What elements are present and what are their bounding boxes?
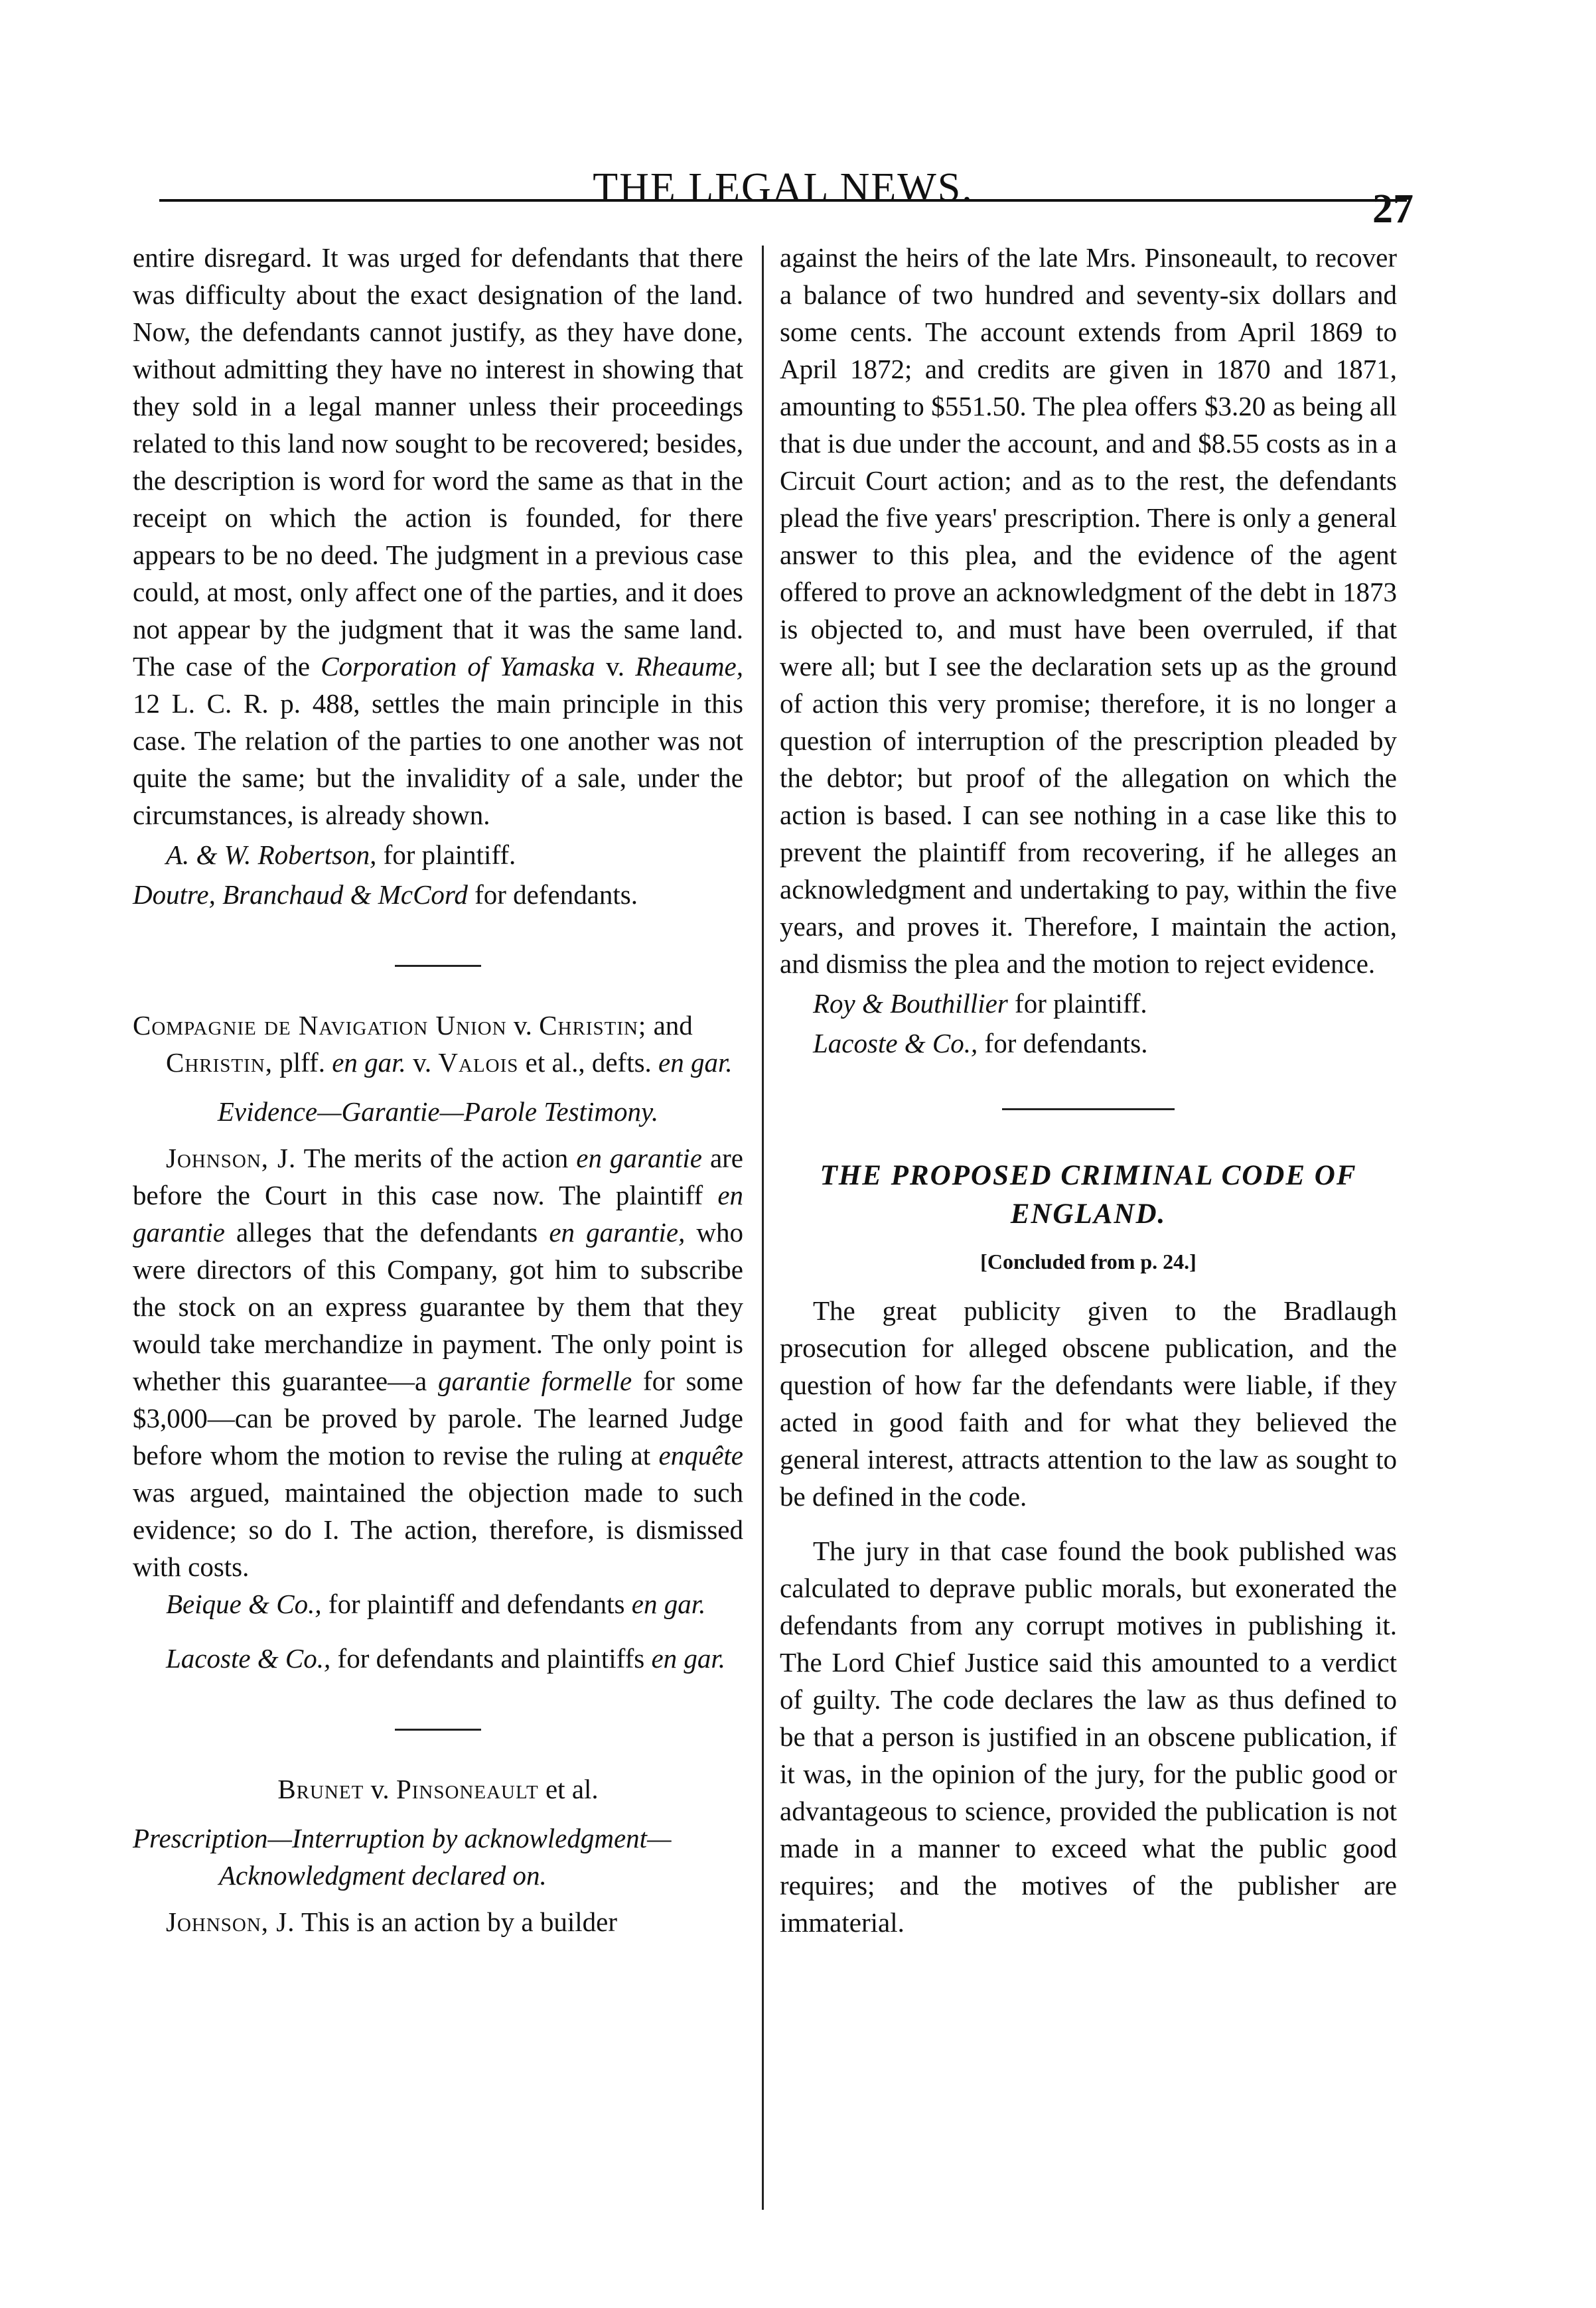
versus: v. — [605, 651, 625, 682]
case-name-2: Rheaume, — [635, 651, 744, 682]
counsel-role: for defendants. — [474, 879, 638, 910]
opinion-paragraph: Johnson, J. This is an action by a builder — [166, 1907, 617, 1937]
counsel-name: Lacoste & Co., — [813, 1028, 978, 1058]
header-rule — [159, 199, 1407, 202]
counsel-line: Beique & Co., for plaintiff and defendants en gar. — [166, 1589, 706, 1619]
case-title: Brunet v. Pinsoneault et al. — [277, 1774, 599, 1804]
left-column — [133, 239, 743, 1940]
section-rule — [395, 1729, 481, 1731]
judge-name: Johnson, J. — [166, 1907, 295, 1937]
counsel-line — [133, 836, 743, 873]
page-number: 27 — [1372, 186, 1414, 232]
article-note: [Concluded from p. 24.] — [980, 1250, 1197, 1273]
counsel-line — [133, 876, 743, 913]
article-paragraph: The jury in that case found the book published was calculated to deprave public morals, but exonerated the defendants from any corrupt motives in publishing it. The Lord Chief Justice said this amounted to a verdict of guilty. The code declares the law as thus defined to be that a person is justified in an obscene publication, if it was, in the opinion of the jury, for the public good or advantageous to science, provided the publication is not made in a manner to exceed what the public good requires; and the motives of the publisher are immaterial. — [780, 1536, 1397, 1938]
section-rule — [395, 965, 481, 967]
opinion-paragraph: Johnson, J. The merits of the action en garantie are before the Court in this case now. The plaintiff en garantie alleges that the defendants en garantie, who were directors of this Company, got him to subscribe the stock on an express guarantee by them that they would take merchandize in payment. The only point is whether this guarantee—a garantie formelle for some $3,000—can be proved by parole. The learned Judge before whom the motion to revise the ruling at enquête was argued, maintained the objection made to such evidence; so do I. The action, therefore, is dismissed with costs. — [133, 1143, 744, 1582]
counsel-name: Roy & Bouthillier — [813, 988, 1008, 1019]
continuation-text: entire disregard. It was urged for defendants that there was difficulty about the exact designation of the land. Now, the defendants cannot justify, as they have done, without admitting they have no interest in showing that they sold in a legal manner unless their proceedings related to this land now sought to be recovered; besides, the description is word for word the same as that in the receipt on which the action is founded, for there appears to be no deed. The judgment in a previous case could, at most, only affect one of the parties, and it does not appear by the judgment that it was the same land. The case of the — [133, 242, 743, 682]
counsel-name: A. & W. Robertson, — [166, 839, 377, 870]
counsel-role: for plaintiff. — [1015, 988, 1147, 1019]
continuation-paragraph — [133, 239, 743, 833]
case-subtitle: Evidence—Garantie—Parole Testimony. — [217, 1096, 659, 1127]
article-paragraph: The great publicity given to the Bradlaugh prosecution for alleged obscene publication, and the question of how far the defendants were liable, if they acted in good faith and for what they believed the general interest, attracts attention to the law as sought to be defined in the code. — [780, 1295, 1397, 1512]
case-title: Compagnie de Navigation Union v. Christin; and Christin, plff. en gar. v. Valois et al., defts. en gar. — [133, 1010, 733, 1078]
section-rule — [1002, 1108, 1175, 1110]
column-divider — [762, 246, 764, 2210]
counsel-line — [780, 985, 1397, 1022]
case-subtitle: Prescription—Interruption by acknowledgment—Acknowledgment declared on. — [133, 1823, 672, 1891]
continuation-paragraph: against the heirs of the late Mrs. Pinsoneault, to recover a balance of two hundred and seventy-six dollars and some cents. The account extends from April 1869 to April 1872; and credits are given in 1870 and 1871, amounting to $551.50. The plea offers $3.20 as being all that is due under the account, and and $8.55 costs as in a Circuit Court action; and as to the rest, the defendants plead the five years' prescription. There is only a general answer to this plea, and the evidence of the agent offered to prove an acknowledgment of the debt in 1873 is objected to, and must have been overruled, if that were all; but I see the declaration sets up as the ground of action this very promise; therefore, it is no longer a question of interruption of the prescription pleaded by the debtor; but proof of the allegation on which the action is based. I can see nothing in a case like this to prevent the plaintiff from recovering, if he alleges an acknowledgment and undertaking to pay, within the five years, and proves it. Therefore, I maintain the action, and dismiss the plea and the motion to reject evidence. — [780, 242, 1397, 979]
running-head: THE LEGAL NEWS. — [593, 165, 974, 210]
counsel-role: for plaintiff. — [383, 839, 516, 870]
continuation-tail: 12 L. C. R. p. 488, settles the main principle in this case. The relation of the parties to one another was not quite the same; but the invalidity of a sale, under the circumstances, is already shown. — [133, 688, 743, 830]
judge-name: Johnson, J. — [166, 1143, 297, 1173]
counsel-name: Doutre, Branchaud & McCord — [133, 879, 468, 910]
article-title: THE PROPOSED CRIMINAL CODE OF ENGLAND. — [820, 1160, 1357, 1230]
counsel-line — [780, 1025, 1397, 1062]
counsel-line: Lacoste & Co., for defendants and plaintiffs en gar. — [166, 1643, 726, 1674]
right-column — [780, 239, 1397, 1941]
counsel-role: for defendants. — [984, 1028, 1148, 1058]
case-name: Corporation of Yamaska — [321, 651, 595, 682]
